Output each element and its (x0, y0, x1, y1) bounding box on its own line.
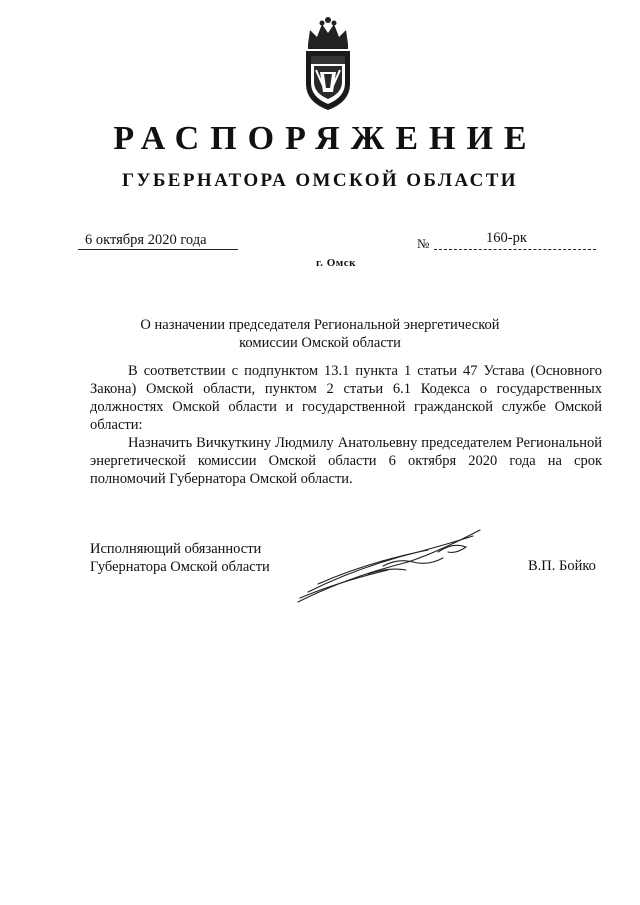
heading-line-2: комиссии Омской области (239, 335, 401, 351)
document-body (90, 362, 602, 488)
body-paragraph: Назначить Вичкуткину Людмилу Анатольевну председателем Региональной энергетической комиссии Омской области 6 октября 2020 года на срок полномочий Губернатора Омской области. (90, 435, 602, 487)
signature-icon (288, 522, 488, 608)
document-heading (0, 316, 640, 352)
document-subtitle: ГУБЕРНАТОРА ОМСКОЙ ОБЛАСТИ (122, 170, 518, 191)
signatory-name: В.П. Бойко (528, 558, 596, 574)
signatory-position-line-1: Исполняющий обязанности (90, 541, 262, 557)
coat-of-arms-icon (300, 14, 356, 114)
document-title: РАСПОРЯЖЕНИЕ (113, 120, 538, 157)
body-paragraph: В соответствии с подпунктом 13.1 пункта 1 статьи 47 Устава (Основного Закона) Омской области, пунктом 2 статьи 6.1 Кодекса о государственных должностях Омской области и государственной гражданской службе Омской области: (90, 363, 602, 433)
signatory-position (90, 540, 310, 576)
number-sign: № (417, 236, 430, 251)
document-number: 160-рк (486, 230, 527, 246)
heading-line-1: О назначении председателя Региональной энергетической (140, 317, 500, 333)
document-date: 6 октября 2020 года (85, 232, 207, 248)
document-city: г. Омск (315, 257, 357, 269)
signatory-position-line-2: Губернатора Омской области (90, 559, 270, 575)
